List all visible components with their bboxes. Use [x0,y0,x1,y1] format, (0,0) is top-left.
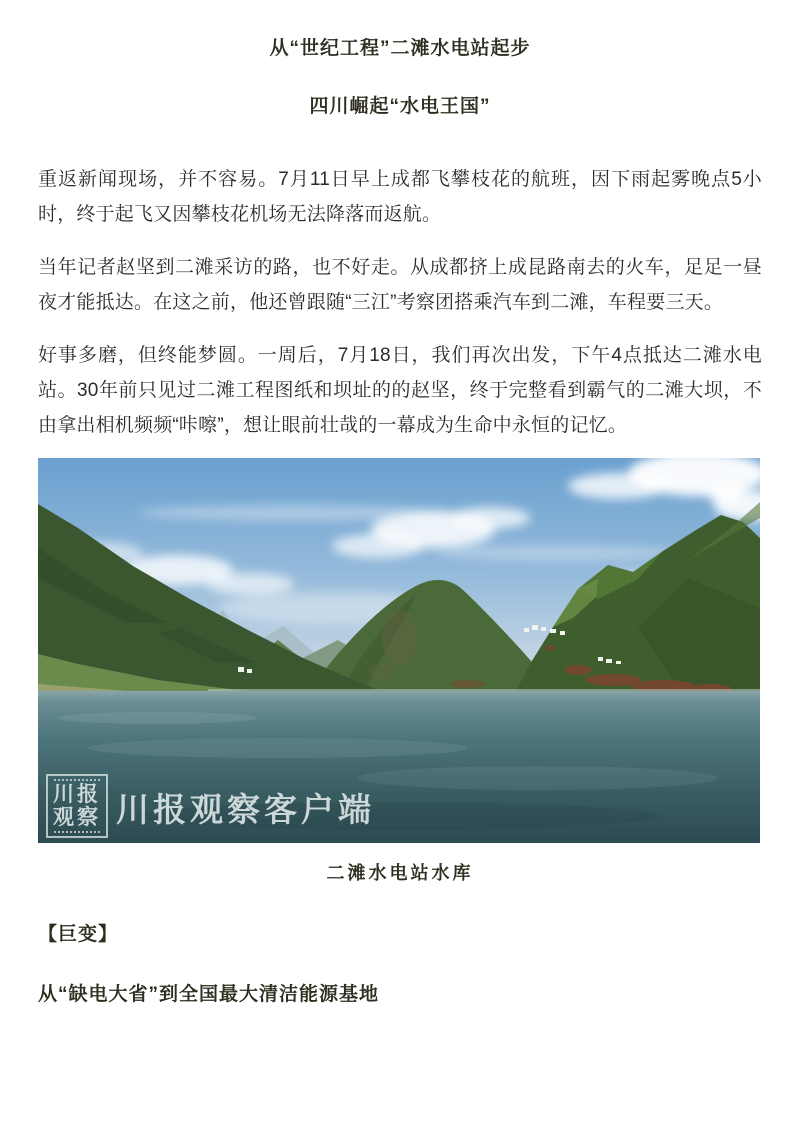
article-title: 从“世纪工程”二滩水电站起步 [269,38,531,59]
paragraph-3: 好事多磨，但终能梦圆。一周后，7月18日，我们再次出发，下午4点抵达二滩水电站。30年前只见过二滩工程图纸和坝址的的赵坚，终于完整看到霸气的二滩大坝，不由拿出相机频频“咔嚓”，想让眼前壮哉的一幕成为生命中永恒的记忆。 [38,345,762,436]
watermark-text: 川报观察客户端 [116,791,375,828]
article-subtitle: 四川崛起“水电王国” [309,96,491,117]
reservoir-photo-illustration [38,458,760,843]
logo-row-1: 川报 [53,783,101,806]
reservoir-photo [38,458,760,843]
logo-row-2: 观察 [53,806,101,829]
paragraph-2: 当年记者赵坚到二滩采访的路，也不好走。从成都挤上成昆路南去的火车，足足一昼夜才能抵达。在这之前，他还曾跟随“三江”考察团搭乘汽车到二滩，车程要三天。 [38,257,762,313]
paragraph-1: 重返新闻现场，并不容易。7月11日早上成都飞攀枝花的航班，因下雨起雾晚点5小时，终于起飞又因攀枝花机场无法降落而返航。 [38,169,762,225]
photo-caption: 二滩水电站水库 [326,863,474,883]
section-bracket-heading: 【巨变】 [38,924,119,945]
section-subheading: 从“缺电大省”到全国最大清洁能源基地 [38,984,380,1005]
